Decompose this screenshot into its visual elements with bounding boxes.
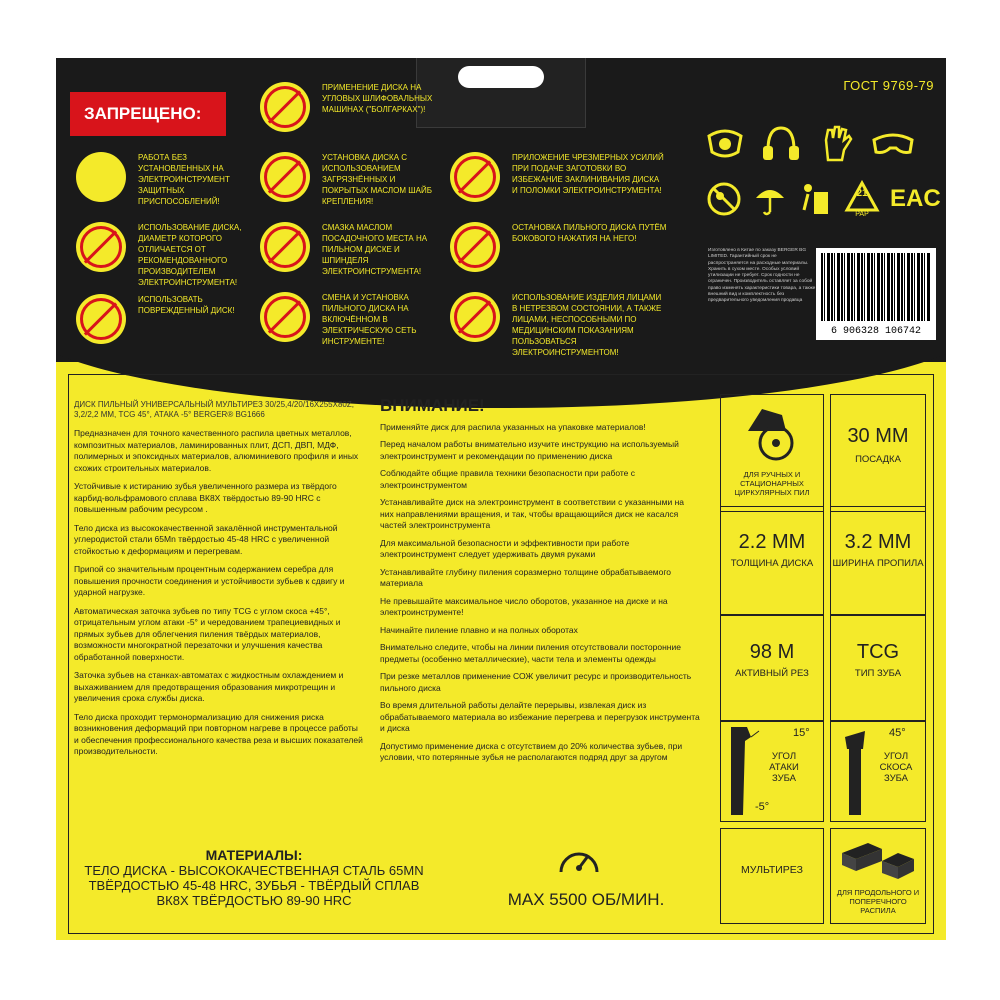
fine-print: Изготовлено в Китае по заказу BERGER BG LIMITED. Гарантийный срок не распространяется на расходные материалы. Хранить в сухом месте. Особых условий утилизации не требует. Срок годности не ограничен. Производитель оставляет за собой право изменять характеристики товара, а также внешний вид и комплектность без предварительного уведомления продавца — [708, 248, 816, 304]
prohibition-text: ИСПОЛЬЗОВАНИЕ ИЗДЕЛИЯ ЛИЦАМИ В НЕТРЕЗВОМ СОСТОЯНИИ, А ТАКЖЕ ЛИЦАМИ, НЕСПОСОБНЫМИ ПО МЕДИЦИНСКИМ ПОКАЗАНИЯМ ПОЛЬЗОВАТЬСЯ ЭЛЕКТРОИНСТРУМЕНТОМ! — [512, 293, 662, 357]
prohibition-text: ИСПОЛЬЗОВАТЬ ПОВРЕЖДЕННЫЙ ДИСК! — [138, 295, 235, 315]
attention-item: Применяйте диск для распила указанных на упаковке материалов! — [380, 421, 646, 432]
attack-label: УГОЛ АТАКИ ЗУБА — [769, 751, 799, 784]
tooth-type-label: ТИП ЗУБА — [854, 668, 902, 679]
series-label: МУЛЬТИРЕЗ — [741, 864, 803, 876]
attention-item: Внимательно следите, чтобы на линии пиления отсутствовали посторонние предметы (особенно металлические), части тела и элементы одежды — [380, 642, 681, 664]
bore-cell — [830, 394, 926, 512]
barcode-number: 6 906328 106742 — [830, 326, 921, 337]
prohibition-item — [76, 222, 256, 288]
disposal-bin-icon — [798, 180, 834, 218]
attack-top-angle: 15° — [793, 727, 810, 739]
goggles-icon — [872, 124, 914, 162]
description-paragraph: Тело диска из высококачественной закалённой инструментальной углеродистой стали 65Mn твёрдостью 45-48 HRC с увеличенной стойкостью к деформациям и перегревам. — [74, 522, 338, 556]
barcode-bars — [821, 253, 931, 321]
prohibition-item — [260, 82, 440, 132]
prohibition-item — [76, 294, 256, 344]
plugged-tool-icon — [260, 292, 310, 342]
prohibition-text: ПРИМЕНЕНИЕ ДИСКА НА УГЛОВЫХ ШЛИФОВАЛЬНЫХ МАШИНАХ ("БОЛГАРКАХ")! — [322, 83, 433, 114]
thickness-value: 2.2 ММ — [738, 531, 806, 553]
angle-grinder-icon — [260, 82, 310, 132]
materials-text: ТЕЛО ДИСКА - ВЫСОКОКАЧЕСТВЕННАЯ СТАЛЬ 65MN ТВЁРДОСТЬЮ 45-48 HRC, ЗУБЬЯ - ТВЁРДЫЙ СПЛАВ ВК8Х ТВЁРДОСТЬЮ 89-90 HRC — [84, 863, 424, 908]
attack-bottom-angle: -5° — [755, 801, 770, 813]
series-cell — [720, 828, 824, 924]
bore-label: ПОСАДКА — [855, 454, 901, 465]
tooth-type-cell — [830, 614, 926, 722]
pap-number: 21 — [856, 188, 868, 199]
prohibition-text: ИСПОЛЬЗОВАНИЕ ДИСКА, ДИАМЕТР КОТОРОГО ОТЛИЧАЕТСЯ ОТ РЕКОМЕНДОВАННОГО ПРОИЗВОДИТЕЛЕМ ЭЛЕКТРОИНСТРУМЕНТА! — [138, 223, 242, 287]
ear-protection-icon — [760, 124, 802, 162]
attention-item: При резке металлов применение СОЖ увеличит ресурс и производительность пильного диска — [380, 671, 692, 693]
bevel-angle-tooth-icon — [841, 731, 869, 815]
attention-item: Устанавливайте глубину пиления соразмерно толщине обрабатываемого материала — [380, 566, 672, 588]
pap-label: PAP — [855, 211, 869, 218]
prohibition-text: ОСТАНОВКА ПИЛЬНОГО ДИСКА ПУТЁМ БОКОВОГО НАЖАТИЯ НА НЕГО! — [512, 223, 667, 243]
bevel-angle-cell — [830, 720, 926, 822]
attack-angle-cell — [720, 720, 824, 822]
eac-mark: EAC — [890, 185, 941, 212]
cut-direction-label: ДЛЯ ПРОДОЛЬНОГО И ПОПЕРЕЧНОГО РАСПИЛА — [836, 888, 920, 915]
attention-item: Во время длительной работы делайте перерывы, извлекая диск из обрабатываемого материала во избежание перегрева и перегрузок инструмента и диска — [380, 700, 700, 733]
gost-standard: ГОСТ 9769-79 — [843, 78, 934, 93]
attention-item: Перед началом работы внимательно изучите инструкцию на используемый электроинструмент и рекомендации по применению диска — [380, 439, 679, 461]
guard-missing-icon — [76, 152, 126, 202]
product-description — [74, 400, 364, 765]
bevel-angle: 45° — [889, 727, 906, 739]
active-cut-value: 98 М — [749, 641, 795, 663]
boards-icon — [838, 833, 918, 883]
wrong-diameter-icon — [76, 222, 126, 272]
prohibition-text: СМЕНА И УСТАНОВКА ПИЛЬНОГО ДИСКА НА ВКЛЮЧЁННОМ В ЭЛЕКТРИЧЕСКУЮ СЕТЬ ИНСТРУМЕНТЕ! — [322, 293, 417, 346]
gauge-icon — [556, 840, 602, 876]
description-paragraph: Предназначен для точного качественного распила цветных металлов, композитных материалов, ламинированных плит, ДСП, ДВП, МДФ, полимерных и эпоксидных материалов, алюминиевого профиля и иных схожих строительных материалов. — [74, 428, 359, 473]
side-stop-icon — [450, 222, 500, 272]
prohibition-text: УСТАНОВКА ДИСКА С ИСПОЛЬЗОВАНИЕМ ЗАГРЯЗНЁННЫХ И ПОКРЫТЫХ МАСЛОМ ШАЙБ КРЕПЛЕНИЯ! — [322, 153, 432, 206]
package — [56, 58, 946, 940]
barcode — [816, 248, 936, 340]
attention-block — [380, 396, 700, 770]
prohibited-banner: ЗАПРЕЩЕНО: — [70, 92, 226, 136]
description-paragraph: Автоматическая заточка зубьев по типу TCG с углом скоса +45°, отрицательным углом атаки -5° и чередованием трапециевидных и прямых зубьев для облегчения пиления твёрдых материалов, возможности многократной перезаточки и улучшения качества обработанной поверхности. — [74, 605, 341, 662]
description-paragraph: Заточка зубьев на станках-автоматах с жидкостным охлаждением и выхаживанием для предотвращения образования микротрещин и увеличения срока службы диска. — [74, 670, 344, 703]
respirator-icon — [704, 124, 746, 162]
attention-title: ВНИМАНИЕ! — [380, 396, 485, 415]
materials-title: МАТЕРИАЛЫ: — [205, 847, 303, 863]
marking-icons — [706, 180, 941, 218]
saw-type-label: ДЛЯ РУЧНЫХ И СТАЦИОНАРНЫХ ЦИРКУЛЯРНЫХ ПИЛ — [734, 470, 810, 497]
description-paragraph: Тело диска проходит термонормализацию для снижения риска возникновения деформаций при повторном нагреве в процессе работы и обеспечения профессионального качества реза и высших показателей производительности. — [74, 711, 363, 756]
max-speed: MAX 5500 ОБ/МИН. — [507, 890, 665, 909]
kerf-value: 3.2 ММ — [844, 531, 912, 553]
oil-lubrication-icon — [260, 222, 310, 272]
prohibition-item — [76, 152, 256, 207]
excess-force-icon — [450, 152, 500, 202]
gloves-icon — [816, 124, 858, 162]
thickness-label: ТОЛЩИНА ДИСКА — [730, 558, 814, 569]
description-paragraph: Припой со значительным процентным содержанием серебра для повышения прочности соединения и устойчивости зубьев к сдвигу и ударной нагрузке. — [74, 564, 345, 597]
kerf-label: ШИРИНА ПРОПИЛА — [832, 558, 924, 569]
cut-direction-cell — [830, 828, 926, 924]
kerf-cell — [830, 506, 926, 616]
prohibition-text: СМАЗКА МАСЛОМ ПОСАДОЧНОГО МЕСТА НА ПИЛЬНОМ ДИСКЕ И ШПИНДЕЛЯ ЭЛЕКТРОИНСТРУМЕНТА! — [322, 223, 428, 276]
keep-away-children-icon — [706, 180, 742, 218]
dirty-washer-icon — [260, 152, 310, 202]
prohibition-item — [260, 292, 440, 347]
attention-item: Для максимальной безопасности и эффективности при работе электроинструмент следует удерживать двумя руками — [380, 537, 630, 559]
materials-block — [74, 848, 434, 908]
thickness-cell — [720, 506, 824, 616]
keep-dry-icon — [752, 180, 788, 218]
product-head: ДИСК ПИЛЬНЫЙ УНИВЕРСАЛЬНЫЙ МУЛЬТИРЕЗ 30/25,4/20/16Х255Х80Z, 3,2/2,2 ММ, TCG 45°, АТАКА -5° BERGER® BG1666 — [74, 400, 354, 419]
prohibition-item — [450, 222, 667, 272]
intoxicated-use-icon — [450, 292, 500, 342]
prohibition-item — [260, 222, 440, 277]
damaged-disc-icon — [76, 294, 126, 344]
attention-item: Не превышайте максимальное число оборотов, указанное на диске и на электроинструменте! — [380, 595, 668, 617]
description-paragraph: Устойчивые к истиранию зубья увеличенного размера из твёрдого карбид-вольфрамового сплава ВК8Х твёрдостью 89-90 HRC с повышенным рабочим ресурсом . — [74, 481, 337, 514]
tooth-type-value: TCG — [856, 641, 900, 663]
ppe-icons — [704, 124, 914, 162]
bevel-label: УГОЛ СКОСА ЗУБА — [879, 751, 913, 784]
prohibition-item — [450, 152, 667, 202]
prohibition-item — [450, 292, 667, 358]
prohibition-text: ПРИЛОЖЕНИЕ ЧРЕЗМЕРНЫХ УСИЛИЙ ПРИ ПОДАЧЕ ЗАГОТОВКИ ВО ИЗБЕЖАНИЕ ЗАКЛИНИВАНИЯ ДИСКА И ПОЛОМКИ ЭЛЕКТРОИНСТРУМЕНТА! — [512, 153, 664, 195]
attention-item: Устанавливайте диск на электроинструмент в соответствии с указанными на них направлениями вращения, и так, чтобы вращающийся диск не касался частей электроинструмента — [380, 497, 685, 530]
active-cut-cell — [720, 614, 824, 722]
bore-value: 30 ММ — [847, 425, 909, 447]
hanger-hole — [458, 66, 544, 88]
prohibition-text: РАБОТА БЕЗ УСТАНОВЛЕННЫХ НА ЭЛЕКТРОИНСТРУМЕНТ ЗАЩИТНЫХ ПРИСПОСОБЛЕНИЙ! — [138, 153, 230, 206]
saw-type-cell — [720, 394, 824, 512]
prohibition-item — [260, 152, 440, 207]
active-cut-label: АКТИВНЫЙ РЕЗ — [735, 668, 809, 679]
circular-saw-icon — [742, 401, 802, 465]
attention-item: Допустимо применение диска с отсутствием до 20% количества зубьев, при условии, что потерянные зубья не располагаются подряд друг за другом — [380, 740, 683, 762]
attention-item: Начинайте пиление плавно и на полных оборотах — [380, 624, 578, 635]
recycle-pap-icon — [844, 180, 880, 218]
attention-item: Соблюдайте общие правила техники безопасности при работе с электроинструментом — [380, 468, 636, 490]
